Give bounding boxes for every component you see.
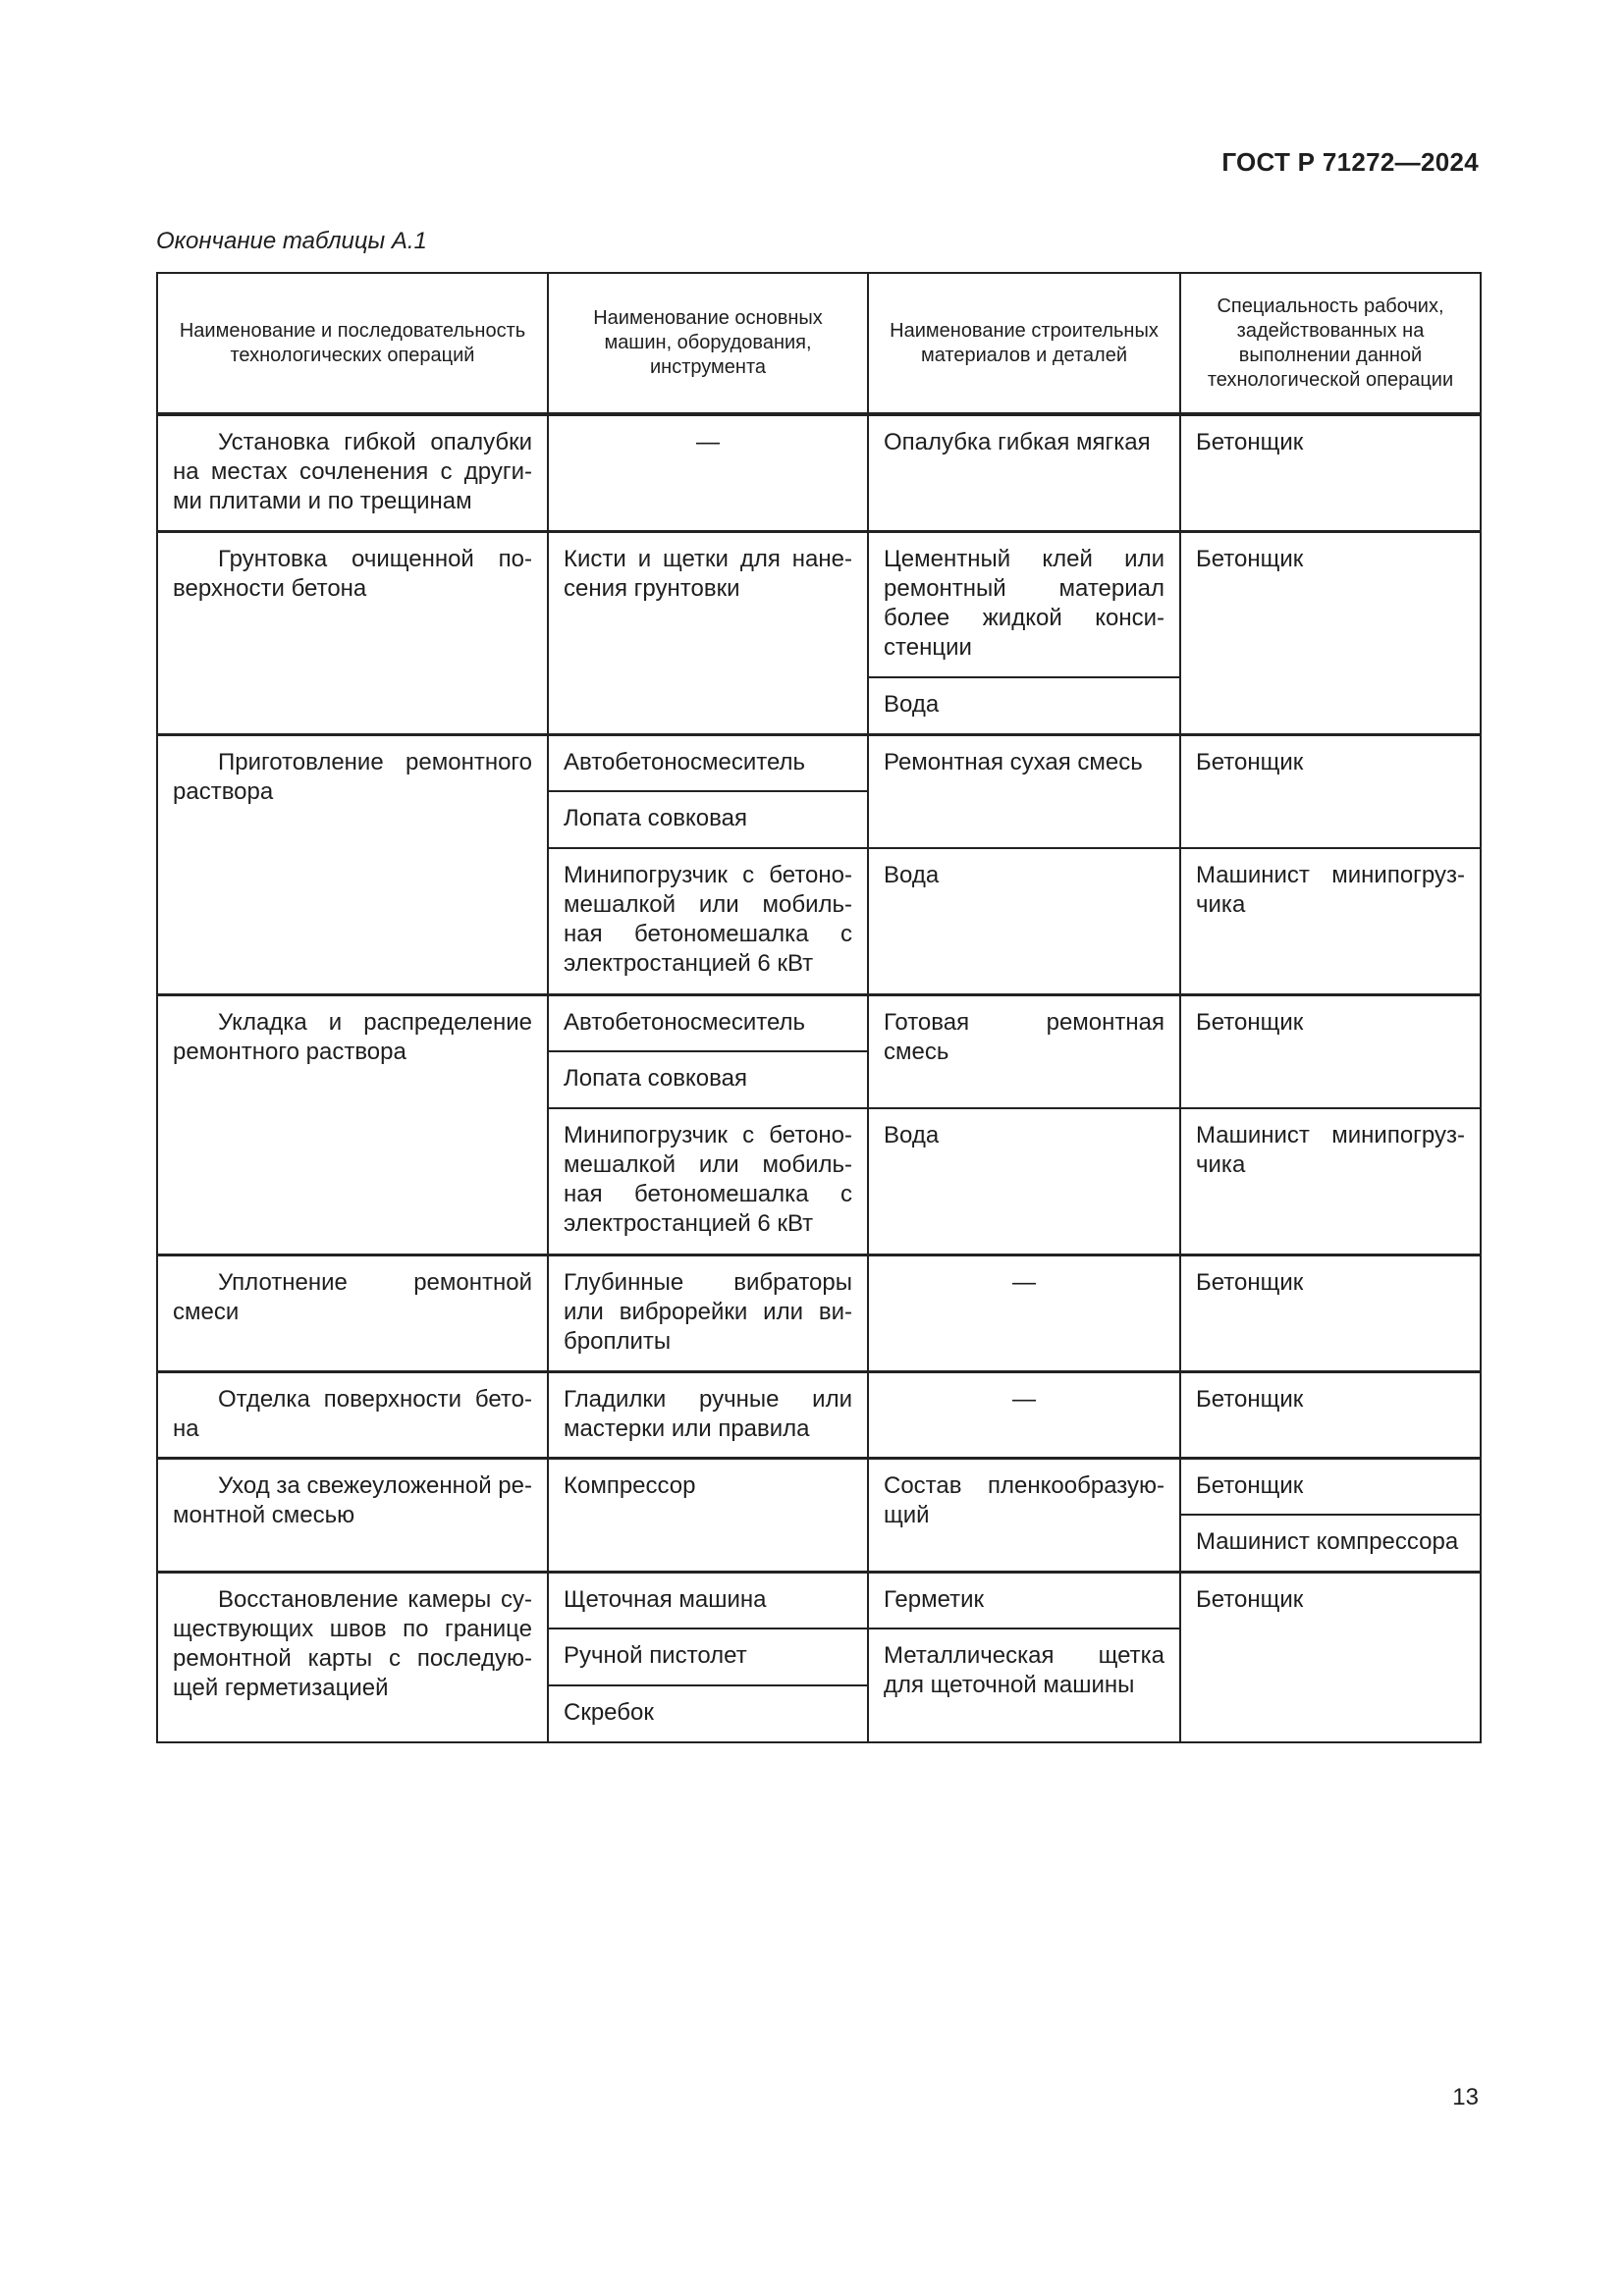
materials-cell: Состав пленкообразую-щий (868, 1458, 1180, 1572)
column-header-equipment: Наименование основных машин, оборудования, инструмента (548, 273, 868, 414)
equipment-cell: Лопата совковая (548, 1051, 868, 1108)
equipment-cell: Автобетоносмеситель (548, 734, 868, 791)
materials-cell: Цементный клей или ремонтный материал более жидкой конси-стенции (868, 531, 1180, 677)
table-row (157, 1458, 1481, 1515)
equipment-cell: Ручной пистолет (548, 1629, 868, 1685)
table-row (157, 734, 1481, 791)
workers-cell: Машинист компрессора (1180, 1515, 1481, 1572)
equipment-cell: Щеточная машина (548, 1572, 868, 1629)
materials-cell: — (868, 1255, 1180, 1371)
table-row (157, 1255, 1481, 1371)
workers-cell: Бетонщик (1180, 734, 1481, 848)
document-number: ГОСТ Р 71272—2024 (1221, 147, 1479, 177)
table-row (157, 1572, 1481, 1629)
workers-cell: Бетонщик (1180, 414, 1481, 531)
equipment-cell: Кисти и щетки для нане-сения грунтовки (548, 531, 868, 734)
column-header-operations: Наименование и последовательность технологических операций (157, 273, 548, 414)
column-header-materials: Наименование строительных материалов и деталей (868, 273, 1180, 414)
materials-cell: Вода (868, 677, 1180, 734)
materials-cell: — (868, 1371, 1180, 1458)
table-row (157, 531, 1481, 677)
equipment-cell: Компрессор (548, 1458, 868, 1572)
operations-table (156, 272, 1482, 1743)
workers-cell: Бетонщик (1180, 531, 1481, 734)
materials-cell: Опалубка гибкая мягкая (868, 414, 1180, 531)
workers-cell: Бетонщик (1180, 994, 1481, 1108)
workers-cell: Машинист минипогруз-чика (1180, 848, 1481, 994)
operations-table-container (156, 272, 1480, 1743)
equipment-cell: Автобетоносмеситель (548, 994, 868, 1051)
table-caption: Окончание таблицы А.1 (156, 228, 427, 254)
workers-cell: Бетонщик (1180, 1572, 1481, 1742)
operation-cell: Приготовление ремонтного раствора (157, 734, 548, 994)
table-header-row (157, 273, 1481, 414)
operation-cell: Грунтовка очищенной по-верхности бетона (157, 531, 548, 734)
equipment-cell: Минипогрузчик с бетоно-мешалкой или мобиль-ная бетономешалка с электростанцией 6 кВт (548, 1108, 868, 1255)
table-row (157, 994, 1481, 1051)
operation-cell: Укладка и распределение ремонтного раствора (157, 994, 548, 1255)
equipment-cell: Скребок (548, 1685, 868, 1742)
materials-cell: Готовая ремонтная смесь (868, 994, 1180, 1108)
materials-cell: Герметик (868, 1572, 1180, 1629)
table-row (157, 414, 1481, 531)
operation-cell: Уход за свежеуложенной ре-монтной смесью (157, 1458, 548, 1572)
materials-cell: Вода (868, 848, 1180, 994)
operation-cell: Уплотнение ремонтной смеси (157, 1255, 548, 1371)
workers-cell: Бетонщик (1180, 1371, 1481, 1458)
materials-cell: Металлическая щетка для щеточной машины (868, 1629, 1180, 1742)
workers-cell: Машинист минипогруз-чика (1180, 1108, 1481, 1255)
page-number: 13 (1452, 2084, 1479, 2110)
materials-cell: Вода (868, 1108, 1180, 1255)
column-header-workers: Специальность рабочих, задействованных на выполнении данной технологической операции (1180, 273, 1481, 414)
operation-cell: Установка гибкой опалубки на местах сочленения с други-ми плитами и по трещинам (157, 414, 548, 531)
table-row (157, 1371, 1481, 1458)
equipment-cell: Минипогрузчик с бетоно-мешалкой или мобиль-ная бетономешалка с электростанцией 6 кВт (548, 848, 868, 994)
operation-cell: Отделка поверхности бето-на (157, 1371, 548, 1458)
workers-cell: Бетонщик (1180, 1458, 1481, 1515)
equipment-cell: Лопата совковая (548, 791, 868, 848)
equipment-cell: Глубинные вибраторы или виброрейки или ви-броплиты (548, 1255, 868, 1371)
equipment-cell: — (548, 414, 868, 531)
workers-cell: Бетонщик (1180, 1255, 1481, 1371)
equipment-cell: Гладилки ручные или мастерки или правила (548, 1371, 868, 1458)
operation-cell: Восстановление камеры су-ществующих швов по границе ремонтной карты с последую-щей герметизацией (157, 1572, 548, 1742)
materials-cell: Ремонтная сухая смесь (868, 734, 1180, 848)
